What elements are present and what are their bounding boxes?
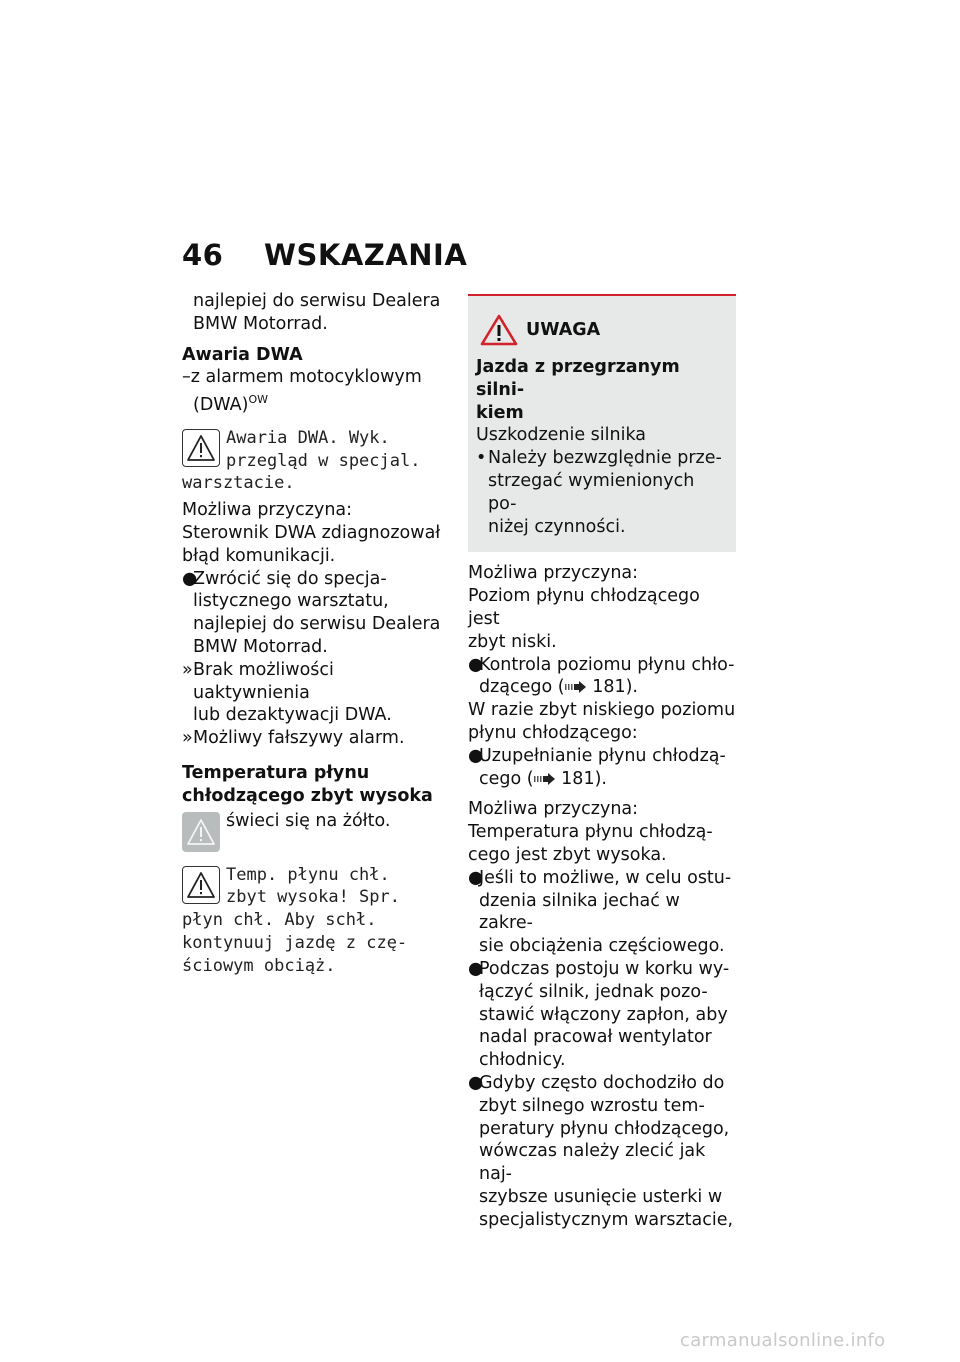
cause2-label: Możliwa przyczyna: <box>468 799 639 820</box>
dwa-result-1: » Brak możliwości uaktywnienia lub dezaktywacji DWA. <box>182 659 392 726</box>
page-reference-arrow-icon <box>565 681 587 693</box>
partial-load-bullet: ● Jeśli to możliwe, w celu ostu- dzenia silnika jechać w zakre- sie obciążenia częściowego. <box>468 867 732 957</box>
workshop-bullet: ● Gdyby często dochodziło do zbyt silnego wzrostu tem- peratury płynu chłodzącego, wówczas należy zlecić jak naj- szybsze usunięcie usterki w specjalistycznym warsztacie, <box>468 1072 734 1230</box>
warning-text: Uszkodzenie silnika <box>476 425 647 446</box>
warning-title <box>480 314 728 346</box>
dwa-heading: Awaria DWA <box>182 344 303 365</box>
bullet-icon: ● <box>182 568 198 589</box>
coolant-fill-bullet: ● Uzupełnianie płynu chłodzą- cego ( 181). <box>468 745 726 789</box>
dwa-option-code: OW <box>248 393 268 407</box>
dwa-cause-text: Sterownik DWA zdiagnozował błąd komunikacji. <box>182 523 441 566</box>
warning-heading: Jazda z przegrzanym silni- kiem <box>476 357 680 423</box>
dwa-cause-label: Możliwa przyczyna: <box>182 500 353 521</box>
bullet-icon: • <box>476 448 487 469</box>
warning-label: UWAGA <box>526 319 601 340</box>
warning-lamp-icon <box>182 812 220 852</box>
warning-box <box>468 294 736 552</box>
dwa-subheading: –z alarmem motocyklowym (DWA)$^{OW}$ <box>182 367 422 416</box>
continued-text: najlepiej do serwisu Dealera BMW Motorrad. <box>193 291 441 334</box>
low-level-text: W razie zbyt niskiego poziomu płynu chłodzącego: <box>468 700 736 743</box>
dwa-message: Awaria DWA. Wyk. przegląd w specjal. warsztacie. <box>182 427 421 494</box>
traffic-jam-bullet: ● Podczas postoju w korku wy- łączyć silnik, jednak pozo- stawić włączony zapłon, aby nadal pracował wentylator chłodnicy. <box>468 958 730 1071</box>
bullet-icon: ● <box>468 1072 484 1093</box>
warning-bullet: • Należy bezwzględnie prze- strzegać wymienionych po- niżej czynności. <box>476 448 722 537</box>
left-column <box>182 290 450 978</box>
dwa-action-bullet: ● Zwrócić się do specja- listycznego warsztatu, najlepiej do serwisu Dealera BMW Motorrad. <box>182 568 441 657</box>
temp-warning-lamp: świeci się na żółto. <box>182 810 450 852</box>
result-arrow-icon: » <box>182 659 193 680</box>
bullet-icon: ● <box>468 654 484 675</box>
right-column <box>468 294 736 1231</box>
section-title: WSKAZANIA <box>264 238 468 272</box>
coolant-check-bullet: ● Kontrola poziomu płynu chło- dzącego ( 181). <box>468 654 735 698</box>
dwa-result-2: » Możliwy fałszywy alarm. <box>182 728 405 749</box>
warning-triangle-icon <box>480 314 518 346</box>
bullet-icon: ● <box>468 745 484 766</box>
cause1-label: Możliwa przyczyna: <box>468 563 639 584</box>
page-reference-arrow-icon <box>534 773 556 785</box>
cause2-text: Temperatura płynu chłodzą- cego jest zbyt wysoka. <box>468 822 713 865</box>
watermark: carmanualsonline.info <box>680 1330 886 1351</box>
page-number: 46 <box>182 238 224 272</box>
bullet-icon: ● <box>468 958 484 979</box>
result-arrow-icon: » <box>182 728 193 749</box>
page-ref: 181). <box>561 768 607 789</box>
cause1-text: Poziom płynu chłodzącego jest zbyt niski. <box>468 586 700 652</box>
bullet-icon: ● <box>468 867 484 888</box>
temp-heading: Temperatura płynu chłodzącego zbyt wysoka <box>182 762 433 806</box>
page-header <box>182 238 467 278</box>
page-ref: 181). <box>592 677 638 698</box>
warning-triangle-icon <box>182 429 220 467</box>
warning-triangle-icon <box>182 866 220 904</box>
temp-message: Temp. płynu chł. zbyt wysoka! Spr. płyn chł. Aby schł. kontynuuj jazdę z czę- ściowym obciąż. <box>182 864 408 976</box>
